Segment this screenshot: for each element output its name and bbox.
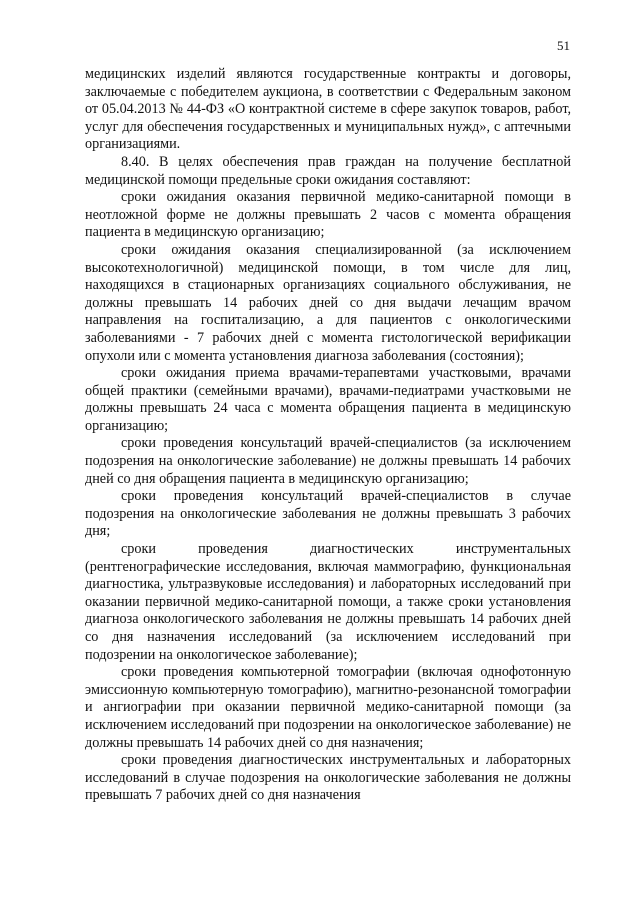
paragraph: сроки ожидания приема врачами-терапевтами участковыми, врачами общей практики (семейными врачами), врачами-педиатрами участковыми не должны превышать 24 часа с момента обращения пациента в медицинскую организацию; [85,365,571,434]
paragraph: сроки ожидания оказания специализированной (за исключением высокотехнологичной) медицинской помощи, в том числе для лиц, находящихся в стационарных организациях социального обслуживания, не должны превышать 14 рабочих дней со дня выдачи лечащим врачом направления на госпитализацию, а для пациентов с онкологическими заболеваниями - 7 рабочих дней с момента гистологической верификации опухоли или с момента установления диагноза заболевания (состояния); [85,241,571,364]
paragraph: сроки проведения компьютерной томографии (включая однофотонную эмиссионную компьютерную томографию), магнитно-резонансной томографии и ангиографии при оказании первичной медико-санитарной помощи (за исключением исследований при подозрении на онкологическое заболевание) не должны превышать 14 рабочих дней со дня назначения; [85,664,571,751]
paragraph: сроки ожидания оказания первичной медико-санитарной помощи в неотложной форме не должны превышать 2 часов с момента обращения пациента в медицинскую организацию; [85,189,571,241]
document-body [85,66,571,805]
paragraph: 8.40. В целях обеспечения прав граждан на получение бесплатной медицинской помощи предельные сроки ожидания составляют: [85,153,571,188]
paragraph: сроки проведения диагностических инструментальных и лабораторных исследований в случае подозрения на онкологические заболевания не должны превышать 7 рабочих дней со дня назначения [85,752,571,804]
paragraph: сроки проведения консультаций врачей-специалистов в случае подозрения на онкологические заболевания не должны превышать 3 рабочих дня; [85,488,571,540]
page-number: 51 [557,38,570,53]
paragraph: сроки проведения консультаций врачей-специалистов (за исключением подозрения на онкологические заболевание) не должны превышать 14 рабочих дней со дня обращения пациента в медицинскую организацию; [85,435,571,487]
paragraph: медицинских изделий являются государственные контракты и договоры, заключаемые с победителем аукциона, в соответствии с Федеральным законом от 05.04.2013 № 44-ФЗ «О контрактной системе в сфере закупок товаров, работ, услуг для обеспечения государственных и муниципальных нужд», с аптечными организациями. [85,66,571,153]
paragraph: сроки проведения диагностических инструментальных (рентгенографические исследования, включая маммографию, функциональная диагностика, ультразвуковые исследования) и лабораторных исследований при оказании первичной медико-санитарной помощи, а также сроки установления диагноза онкологического заболевания не должны превышать 14 рабочих дней со дня назначения исследований (за исключением исследований при подозрении на онкологическое заболевание); [85,541,571,663]
